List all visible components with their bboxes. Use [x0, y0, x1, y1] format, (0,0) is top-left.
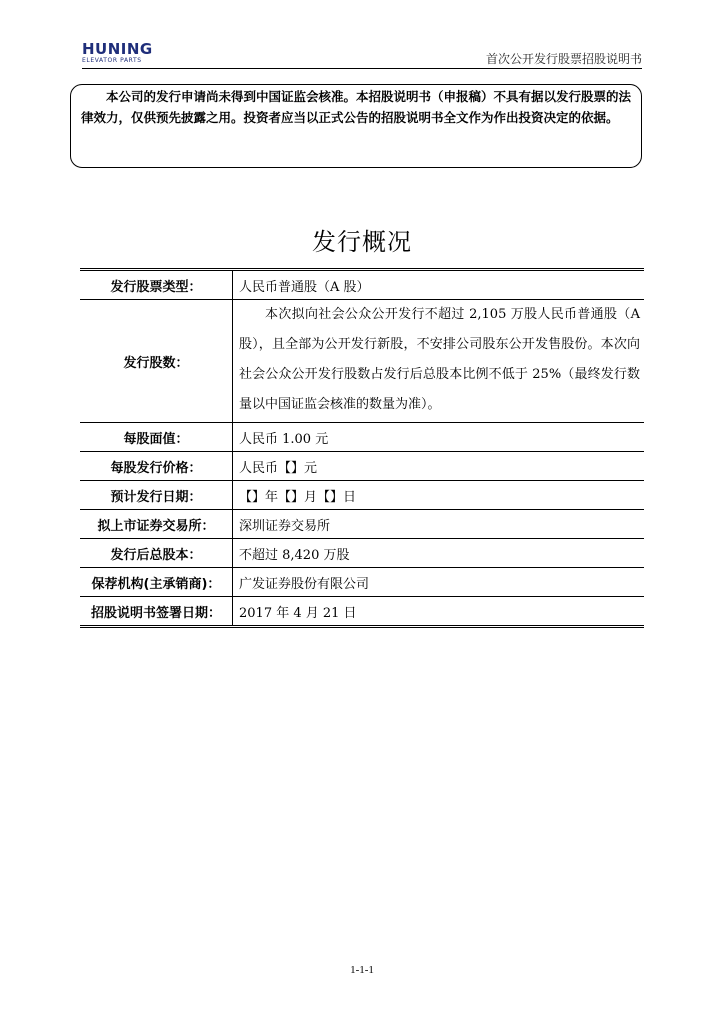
- row-label: 每股面值：: [80, 423, 233, 452]
- row-label: 发行后总股本：: [80, 539, 233, 568]
- table-row: [80, 481, 644, 510]
- table-row: [80, 597, 644, 627]
- row-value: 人民币普通股（A 股）: [233, 270, 645, 300]
- row-label: 预计发行日期：: [80, 481, 233, 510]
- table-row: [80, 452, 644, 481]
- row-label: 保荐机构(主承销商)：: [80, 568, 233, 597]
- row-value: 【】年【】月【】日: [233, 481, 645, 510]
- disclaimer-notice: 本公司的发行申请尚未得到中国证监会核准。本招股说明书（申报稿）不具有据以发行股票的法律效力，仅供预先披露之用。投资者应当以正式公告的招股说明书全文作为作出投资决定的依据。: [70, 84, 642, 168]
- table-row: [80, 510, 644, 539]
- row-value: 人民币【】元: [233, 452, 645, 481]
- row-value: 不超过 8,420 万股: [233, 539, 645, 568]
- row-label: 每股发行价格：: [80, 452, 233, 481]
- table-row: [80, 539, 644, 568]
- row-label: 发行股数：: [80, 300, 233, 423]
- table-row: [80, 300, 644, 423]
- row-value: 2017 年 4 月 21 日: [239, 605, 357, 621]
- logo-name: HUNING: [82, 40, 153, 58]
- table-row: [80, 568, 644, 597]
- offering-summary-table: [80, 268, 644, 628]
- page-number: 1-1-1: [350, 964, 374, 976]
- logo-subtitle: ELEVATOR PARTS: [82, 57, 142, 64]
- row-value: 广发证券股份有限公司: [233, 568, 645, 597]
- page-header: [82, 40, 642, 69]
- table-row: [80, 423, 644, 452]
- company-logo: [82, 42, 153, 65]
- header-title: 首次公开发行股票招股说明书: [485, 52, 642, 66]
- table-row: [80, 270, 644, 300]
- row-label: 拟上市证券交易所：: [80, 510, 233, 539]
- row-value: 深圳证券交易所: [233, 510, 645, 539]
- row-label: 发行股票类型：: [80, 270, 233, 300]
- row-label: 招股说明书签署日期：: [80, 597, 233, 627]
- page-title: 发行概况: [312, 228, 412, 256]
- row-value: 人民币 1.00 元: [233, 423, 645, 452]
- row-value: 本次拟向社会公众公开发行不超过 2,105 万股人民币普通股（A 股），且全部为公开发行新股，不安排公司股东公开发售股份。本次向社会公众公开发行股数占发行后总股本比例不低于 25%（最终发行数量以中国证监会核准的数量为准）。: [233, 300, 645, 423]
